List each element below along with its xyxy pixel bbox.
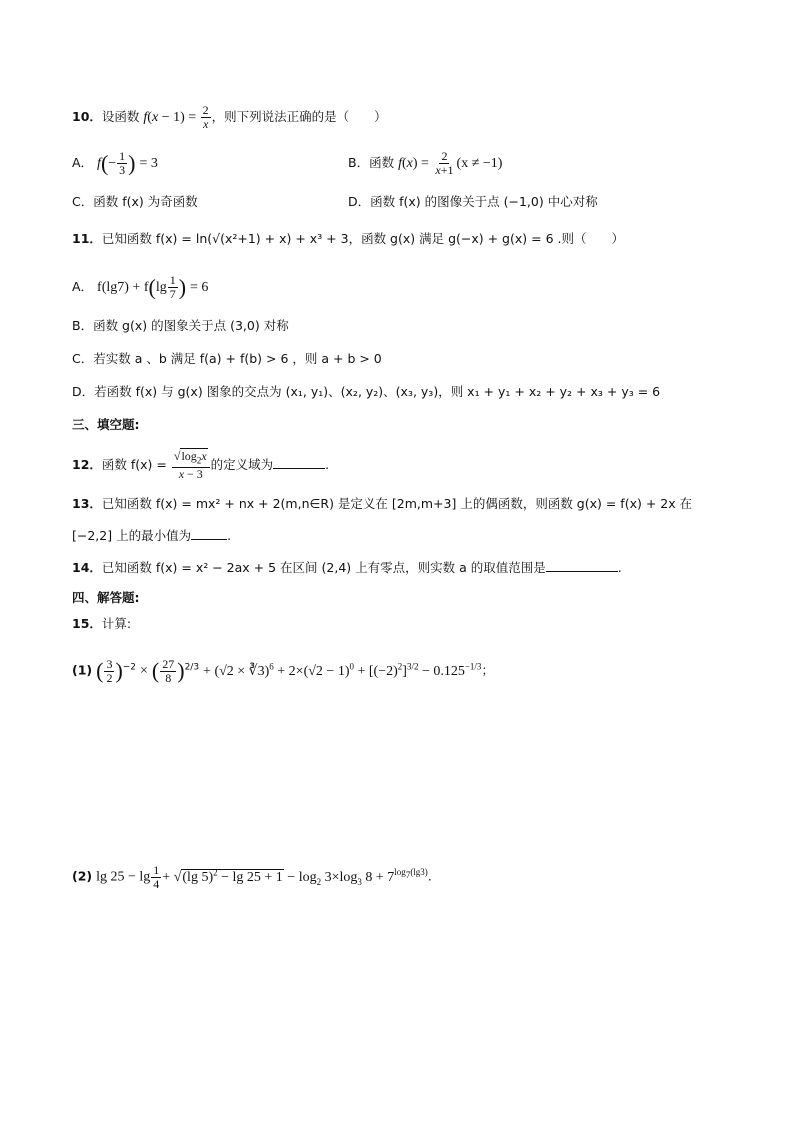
answer-blank: [273, 456, 325, 469]
q10-option-d: D．函数 f(x) 的图像关于点 (−1,0) 中心对称: [348, 194, 598, 209]
q10-stem: 10．设函数 f(x − 1) = $\frac{2}{x}$ ，则下列说法正确的是（ ）: [72, 103, 387, 131]
q15-title: 15．计算:: [72, 616, 132, 631]
q10-option-c: C．函数 f(x) 为奇函数: [72, 194, 198, 209]
fraction: $\frac{2}{x}$: [202, 103, 209, 131]
q13-line-2: [−2,2] 上的最小值为 .: [72, 528, 232, 543]
section-heading-fill-in: 三、填空题:: [72, 417, 140, 432]
q11-option-c: C．若实数 a 、b 满足 f(a) + f(b) > 6 ，则 a + b > 0: [72, 351, 382, 366]
q13-line-1: 13．已知函数 f(x) = mx² + nx + 2(m,n∈R) 是定义在 [2m,m+3] 上的偶函数，则函数 g(x) = f(x) + 2x 在: [72, 496, 693, 511]
fraction: $\frac{√\log_2x}{x - 3}$: [172, 450, 210, 481]
q12: 12．函数 f(x) = $\frac{√\log_2x}{x - 3}$ 的定义域为 .: [72, 449, 330, 482]
answer-blank: [546, 559, 618, 572]
q11-option-a: A． f(lg7) + f(lg $\frac{1}{7}$ ) = 6: [72, 273, 209, 301]
q11-option-b: B．函数 g(x) 的图象关于点 (3,0) 对称: [72, 318, 289, 333]
q10-option-a: A． f(− $\frac{1}{3}$ ) = 3: [72, 149, 158, 177]
q14: 14．已知函数 f(x) = x² − 2ax + 5 在区间 (2,4) 上有零点，则实数 a 的取值范围是 .: [72, 560, 622, 575]
answer-blank: [191, 527, 227, 540]
q15-part-2: (2) lg 25 − lg $\frac{1}{4}$ + √(lg $5)^2 - \lg 25 + 1 - \log_2 3\times\log_3$ $8 + 7^{log_7(lg3)}$.: [72, 862, 432, 891]
q10-option-b: B．函数 f(x) = $\frac{2}{x+1}$ (x ≠ −1): [348, 149, 503, 177]
q11-option-d: D．若函数 f(x) 与 g(x) 图象的交点为 (x₁, y₁)、(x₂, y₂)、(x₃, y₃)，则 x₁ + y₁ + x₂ + y₂ + x₃ + y₃ = 6: [72, 384, 661, 399]
section-heading-answers: 四、解答题:: [72, 590, 140, 605]
q11-stem: 11．已知函数 f(x) = ln(√(x²+1) + x) + x³ + 3，函数 g(x) 满足 g(−x) + g(x) = 6 .则（ ）: [72, 231, 624, 246]
q15-part-1: (1) ( $\frac{3}{2}$ )$^{-2}$ × ( $\frac{27}{8}$ )$^{2/3}$ + (√2 × ∛3)$^6$ + $2\times(√2 - 1)^0 + [(-2)^2]^{3/2} - 0.125^{-1/3}$；: [72, 656, 494, 685]
